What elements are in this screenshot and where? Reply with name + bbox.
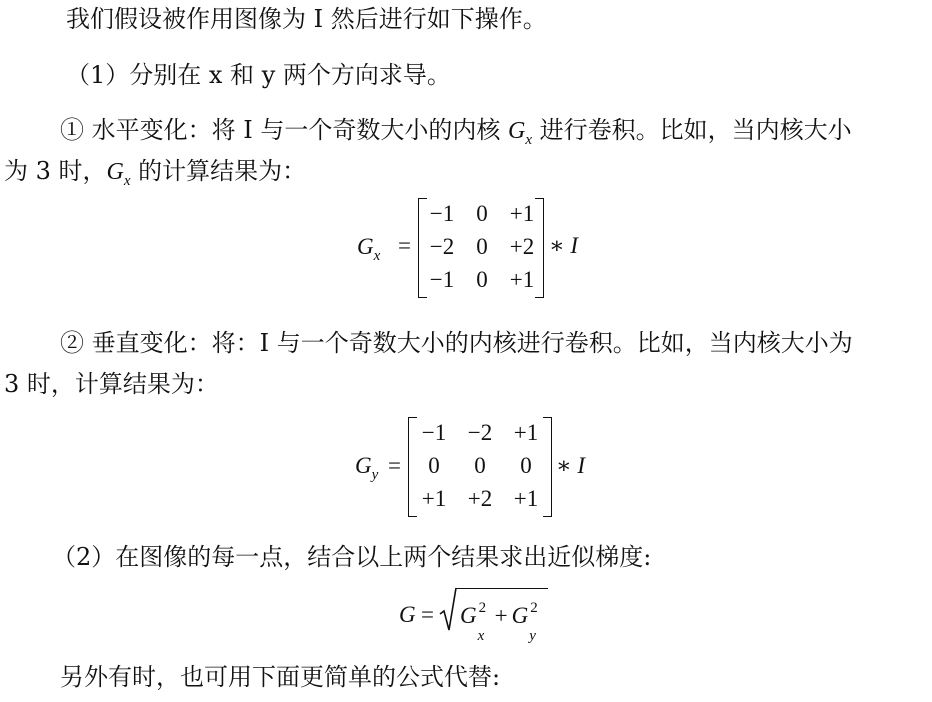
- vertical-text-a: ② 垂直变化：将：I 与一个奇数大小的内核进行卷积。比如，当内核大小为: [60, 329, 853, 357]
- gx-inline-var-2: G: [106, 159, 124, 185]
- horizontal-text-b: 进行卷积。比如，当内核大小: [532, 116, 852, 144]
- gy-convolution-op: ∗ I: [556, 453, 586, 478]
- intro-text: 我们假设被作用图像为 I 然后进行如下操作。: [66, 5, 547, 33]
- gy-cell: −2: [467, 420, 493, 445]
- gx-inline-var: G: [508, 118, 526, 144]
- horizontal-text-a: ① 水平变化：将 I 与一个奇数大小的内核: [60, 116, 508, 144]
- gx-cell: +1: [509, 201, 535, 226]
- gy-cell: 0: [520, 453, 532, 478]
- step1-text: （1）分别在 x 和 y 两个方向求导。: [66, 61, 451, 89]
- gy-equals: =: [388, 453, 401, 478]
- horizontal-paragraph-line2: [4, 156, 306, 196]
- gy-cell: 0: [428, 453, 440, 478]
- gx-cell: 0: [476, 267, 488, 292]
- horizontal-text-c: 为 3 时，: [4, 157, 107, 185]
- other-paragraph: [60, 662, 500, 692]
- step1-paragraph: [66, 60, 451, 90]
- gradient-radicand: G x 2 + G y 2: [460, 600, 538, 644]
- gy-cell: +1: [513, 486, 539, 511]
- horizontal-text-d: 的计算结果为：: [130, 157, 307, 185]
- gx-inline-sub-2: x: [123, 173, 131, 189]
- intro-paragraph: [66, 4, 547, 34]
- gx-cell: −1: [429, 267, 455, 292]
- gy-cell: +1: [513, 420, 539, 445]
- gx-equals: =: [398, 233, 411, 258]
- gradient-lhs: G: [399, 602, 416, 627]
- gx-inline-sub: x: [525, 132, 533, 148]
- gx-matrix: [418, 198, 544, 298]
- step2-paragraph: [52, 542, 651, 572]
- gx-cell: +1: [509, 267, 535, 292]
- gradient-equals: =: [421, 602, 434, 627]
- vertical-paragraph-line2: [4, 369, 219, 399]
- vertical-text-b: 3 时，计算结果为：: [4, 370, 219, 398]
- gy-cell: +1: [421, 486, 447, 511]
- gx-cell: −1: [429, 201, 455, 226]
- gy-cell: 0: [474, 453, 486, 478]
- step2-text: （2）在图像的每一点，结合以上两个结果求出近似梯度:: [52, 543, 652, 571]
- gx-cell: 0: [476, 201, 488, 226]
- gx-cell: 0: [476, 234, 488, 259]
- other-text: 另外有时，也可用下面更简单的公式代替:: [60, 663, 501, 691]
- vertical-paragraph-line1: [60, 328, 853, 358]
- gy-matrix: [408, 417, 552, 517]
- horizontal-paragraph-line1: [60, 115, 852, 155]
- gy-cell: −1: [421, 420, 447, 445]
- gx-cell: −2: [429, 234, 455, 259]
- sqrt-radical-icon: [439, 586, 457, 634]
- gx-cell: +2: [509, 234, 535, 259]
- sqrt-vinculum: [456, 588, 548, 589]
- gx-convolution-op: ∗ I: [549, 233, 579, 258]
- gy-lhs: $G_y$: [355, 453, 379, 483]
- gx-lhs: $G_x$: [357, 234, 381, 264]
- gy-cell: +2: [467, 486, 493, 511]
